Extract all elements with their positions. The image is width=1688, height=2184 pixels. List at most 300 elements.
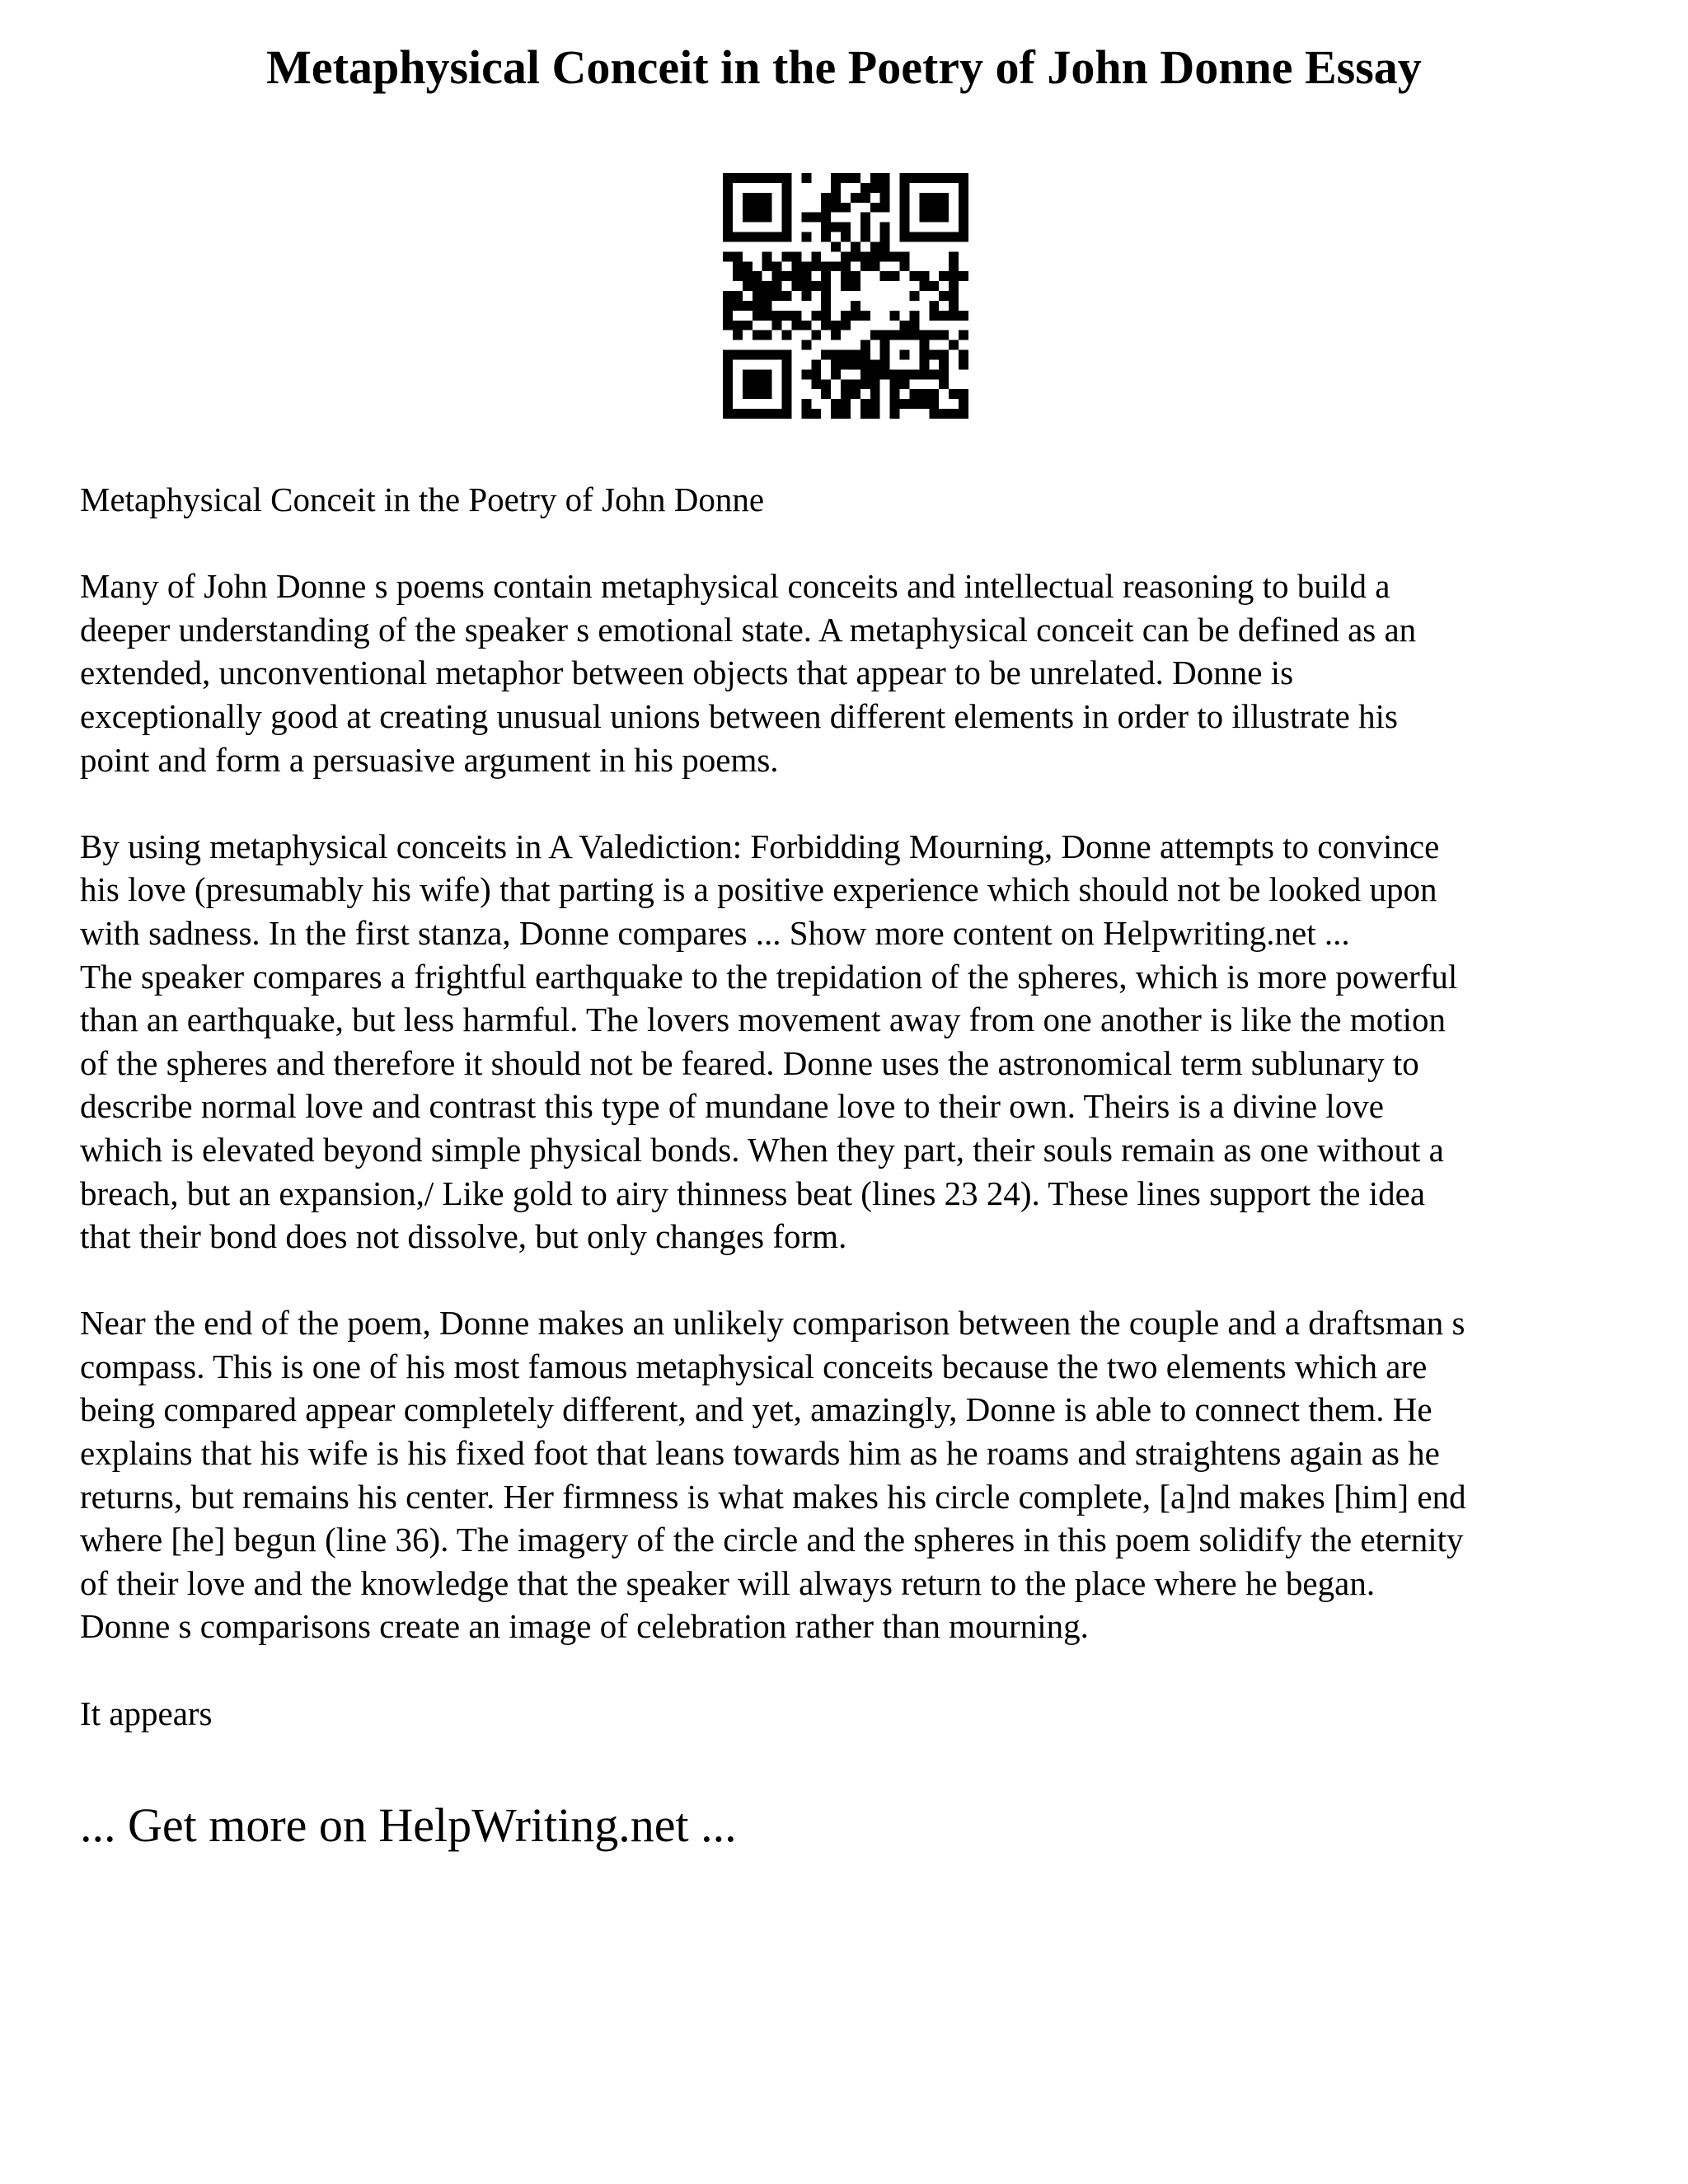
- qr-module: [870, 389, 880, 399]
- qr-module: [959, 350, 968, 360]
- qr-module: [831, 193, 841, 203]
- qr-module: [743, 350, 753, 360]
- qr-module: [880, 369, 890, 379]
- qr-module: [723, 213, 733, 223]
- qr-module: [782, 203, 792, 213]
- qr-module: [841, 350, 851, 360]
- qr-module: [831, 203, 841, 213]
- qr-module: [919, 193, 929, 203]
- qr-module: [801, 261, 811, 271]
- qr-module: [939, 271, 949, 281]
- qr-module: [919, 281, 929, 291]
- qr-module: [959, 311, 968, 321]
- qr-module: [900, 203, 910, 213]
- qr-module: [860, 369, 870, 379]
- qr-module: [841, 232, 851, 242]
- qr-module: [870, 409, 880, 419]
- qr-module: [939, 232, 949, 242]
- qr-module: [860, 251, 870, 261]
- qr-module: [841, 399, 851, 409]
- qr-module: [959, 330, 968, 340]
- qr-code-icon: [723, 173, 968, 419]
- qr-module: [870, 399, 880, 409]
- qr-module: [723, 399, 733, 409]
- qr-module: [733, 251, 743, 261]
- qr-module: [782, 291, 792, 301]
- qr-module: [811, 213, 821, 223]
- qr-module: [900, 173, 910, 183]
- qr-module: [909, 173, 919, 183]
- qr-module: [743, 301, 753, 311]
- qr-module: [723, 193, 733, 203]
- qr-module: [929, 389, 939, 399]
- qr-module: [831, 409, 841, 419]
- qr-module: [733, 232, 743, 242]
- qr-module: [821, 203, 831, 213]
- get-more-link[interactable]: ... Get more on HelpWriting.net ...: [80, 1798, 737, 1852]
- qr-module: [762, 379, 772, 389]
- qr-module: [772, 409, 782, 419]
- qr-module: [880, 359, 890, 369]
- qr-module: [890, 389, 900, 399]
- qr-module: [851, 379, 860, 389]
- qr-module: [929, 350, 939, 360]
- qr-module: [880, 350, 890, 360]
- qr-module: [939, 369, 949, 379]
- qr-module: [949, 409, 959, 419]
- qr-module: [949, 271, 959, 281]
- qr-module: [909, 369, 919, 379]
- qr-module: [929, 409, 939, 419]
- qr-module: [880, 330, 890, 340]
- qr-module: [762, 409, 772, 419]
- qr-module: [929, 399, 939, 409]
- qr-module: [811, 311, 821, 321]
- qr-module: [939, 311, 949, 321]
- qr-module: [723, 311, 733, 321]
- qr-module: [900, 399, 910, 409]
- qr-module: [782, 183, 792, 193]
- qr-module: [831, 330, 841, 340]
- qr-module: [870, 173, 880, 183]
- qr-module: [939, 193, 949, 203]
- qr-module: [929, 281, 939, 291]
- qr-module: [733, 261, 743, 271]
- qr-module: [841, 173, 851, 183]
- qr-module: [959, 173, 968, 183]
- qr-module: [811, 369, 821, 379]
- qr-module: [743, 321, 753, 330]
- qr-module: [919, 359, 929, 369]
- qr-module: [743, 409, 753, 419]
- qr-module: [762, 350, 772, 360]
- qr-module: [860, 232, 870, 242]
- qr-module: [762, 251, 772, 261]
- qr-module: [870, 251, 880, 261]
- qr-module: [743, 379, 753, 389]
- essay-paragraph-1: Many of John Donne s poems contain metaphysical conceits and intellectual reasoning to build a deeper understanding of the speaker s emotional state. A metaphysical conceit can be defined as an extended, unconventional metaphor between objects that appear to be unrelated. Donne is exceptionally good at creating unusual unions between different elements in order to illustrate his point and form a persuasive argument in his poems.: [80, 567, 1417, 779]
- qr-module: [762, 301, 772, 311]
- qr-module: [753, 271, 762, 281]
- qr-module: [880, 340, 890, 350]
- qr-module: [959, 213, 968, 223]
- qr-module: [929, 330, 939, 340]
- qr-module: [733, 350, 743, 360]
- qr-module: [880, 271, 890, 281]
- qr-module: [919, 350, 929, 360]
- qr-module: [801, 409, 811, 419]
- qr-module: [880, 203, 890, 213]
- qr-module: [851, 359, 860, 369]
- qr-module: [733, 409, 743, 419]
- document-title: Metaphysical Conceit in the Poetry of John Donne Essay: [266, 40, 1422, 94]
- qr-module: [929, 203, 939, 213]
- qr-module: [851, 251, 860, 261]
- qr-module: [929, 301, 939, 311]
- qr-module: [753, 173, 762, 183]
- qr-module: [959, 271, 968, 281]
- qr-module: [959, 359, 968, 369]
- qr-module: [919, 271, 929, 281]
- qr-module: [870, 183, 880, 193]
- qr-module: [909, 311, 919, 321]
- qr-module: [949, 261, 959, 271]
- qr-module: [762, 203, 772, 213]
- qr-module: [831, 350, 841, 360]
- qr-module: [949, 291, 959, 301]
- qr-module: [733, 330, 743, 340]
- essay-paragraph-2: By using metaphysical conceits in A Valediction: Forbidding Mourning, Donne attempts to convince his love (presumably his wife) that parting is a positive experience which should not be looked upon with sadness. In the first stanza, Donne compares ... Show more content on Helpwriting.net ...: [80, 827, 1440, 952]
- qr-module: [811, 330, 821, 340]
- qr-module: [723, 389, 733, 399]
- qr-module: [782, 389, 792, 399]
- qr-module: [919, 203, 929, 213]
- qr-module: [762, 311, 772, 321]
- qr-module: [772, 311, 782, 321]
- qr-module: [900, 183, 910, 193]
- qr-module: [919, 340, 929, 350]
- qr-module: [929, 173, 939, 183]
- qr-module: [723, 223, 733, 232]
- qr-module: [851, 193, 860, 203]
- qr-module: [909, 399, 919, 409]
- qr-module: [959, 232, 968, 242]
- qr-module: [860, 399, 870, 409]
- qr-module: [743, 281, 753, 291]
- qr-module: [801, 321, 811, 330]
- qr-module: [743, 193, 753, 203]
- qr-module: [841, 321, 851, 330]
- qr-module: [821, 281, 831, 291]
- qr-module: [821, 321, 831, 330]
- qr-module: [753, 193, 762, 203]
- qr-module: [860, 340, 870, 350]
- qr-module: [723, 203, 733, 213]
- qr-module: [811, 409, 821, 419]
- qr-module: [821, 311, 831, 321]
- qr-module: [821, 389, 831, 399]
- qr-module: [870, 203, 880, 213]
- qr-module: [841, 261, 851, 271]
- qr-module: [939, 203, 949, 213]
- qr-module: [782, 359, 792, 369]
- qr-module: [890, 399, 900, 409]
- qr-module: [772, 261, 782, 271]
- qr-module: [821, 261, 831, 271]
- qr-module: [772, 350, 782, 360]
- qr-module: [762, 261, 772, 271]
- qr-module: [723, 183, 733, 193]
- qr-module: [743, 232, 753, 242]
- qr-module: [880, 173, 890, 183]
- qr-module: [831, 359, 841, 369]
- essay-paragraph-4: Near the end of the poem, Donne makes an unlikely comparison between the couple and a draftsman s compass. This is one of his most famous metaphysical conceits because the two elements which are being compared appear completely different, and yet, amazingly, Donne is able to connect them. He explains that his wife is his fixed foot that leans towards him as he roams and straightens again as he returns, but remains his center. Her firmness is what makes his circle complete, [a]nd makes [him] end where [he] begun (line 36). The imagery of the circle and the spheres in this poem solidify the eternity of their love and the knowledge that the speaker will always return to the place where he began. Donne s comparisons create an image of celebration rather than mourning.: [80, 1304, 1466, 1646]
- qr-module: [782, 173, 792, 183]
- qr-module: [841, 281, 851, 291]
- qr-module: [909, 321, 919, 330]
- qr-module: [743, 213, 753, 223]
- qr-module: [791, 321, 801, 330]
- qr-module: [919, 173, 929, 183]
- qr-module: [851, 281, 860, 291]
- qr-module: [762, 291, 772, 301]
- qr-module: [762, 389, 772, 399]
- qr-module: [762, 193, 772, 203]
- qr-module: [743, 369, 753, 379]
- qr-module: [791, 271, 801, 281]
- qr-module: [900, 193, 910, 203]
- qr-module: [831, 399, 841, 409]
- qr-module: [772, 271, 782, 281]
- qr-module: [772, 173, 782, 183]
- qr-module: [880, 183, 890, 193]
- qr-module: [753, 389, 762, 399]
- qr-module: [939, 350, 949, 360]
- qr-module: [782, 350, 792, 360]
- qr-module: [723, 173, 733, 183]
- qr-module: [851, 311, 860, 321]
- qr-module: [782, 232, 792, 242]
- qr-module: [851, 173, 860, 183]
- qr-module: [939, 291, 949, 301]
- qr-module: [743, 389, 753, 399]
- qr-module: [801, 399, 811, 409]
- qr-module: [841, 203, 851, 213]
- qr-module: [821, 223, 831, 232]
- qr-module: [762, 330, 772, 340]
- qr-module: [801, 173, 811, 183]
- qr-module: [909, 330, 919, 340]
- qr-module: [723, 359, 733, 369]
- qr-module: [959, 193, 968, 203]
- qr-module: [900, 232, 910, 242]
- qr-module: [791, 281, 801, 291]
- qr-module: [929, 311, 939, 321]
- qr-module: [851, 350, 860, 360]
- qr-module: [870, 261, 880, 271]
- qr-module: [831, 241, 841, 251]
- qr-module: [831, 321, 841, 330]
- qr-module: [723, 350, 733, 360]
- qr-module: [762, 281, 772, 291]
- qr-module: [811, 281, 821, 291]
- qr-module: [949, 311, 959, 321]
- qr-module: [900, 223, 910, 232]
- qr-module: [860, 193, 870, 203]
- qr-module: [880, 232, 890, 242]
- qr-module: [782, 213, 792, 223]
- qr-module: [959, 389, 968, 399]
- qr-module: [733, 321, 743, 330]
- qr-module: [831, 183, 841, 193]
- qr-module: [762, 213, 772, 223]
- qr-module: [753, 409, 762, 419]
- qr-module: [723, 291, 733, 301]
- qr-module: [939, 379, 949, 389]
- qr-module: [860, 183, 870, 193]
- qr-module: [753, 213, 762, 223]
- qr-module: [743, 271, 753, 281]
- qr-module: [890, 251, 900, 261]
- qr-module: [900, 379, 910, 389]
- qr-module: [890, 369, 900, 379]
- qr-module: [860, 409, 870, 419]
- qr-module: [782, 399, 792, 409]
- qr-module: [772, 291, 782, 301]
- qr-module: [929, 232, 939, 242]
- qr-module: [772, 321, 782, 330]
- qr-module: [900, 369, 910, 379]
- qr-module: [821, 213, 831, 223]
- qr-module: [723, 409, 733, 419]
- essay-body: [80, 478, 1629, 1779]
- qr-module: [801, 369, 811, 379]
- qr-module: [880, 251, 890, 261]
- qr-module: [821, 350, 831, 360]
- qr-module: [723, 232, 733, 242]
- qr-module: [723, 301, 733, 311]
- qr-module: [959, 183, 968, 193]
- qr-module: [753, 369, 762, 379]
- qr-module: [782, 330, 792, 340]
- qr-module: [782, 251, 792, 261]
- qr-module: [939, 409, 949, 419]
- qr-module: [919, 213, 929, 223]
- qr-module: [949, 232, 959, 242]
- qr-module: [733, 271, 743, 281]
- qr-module: [949, 389, 959, 399]
- qr-module: [919, 330, 929, 340]
- qr-module: [811, 359, 821, 369]
- qr-module: [791, 251, 801, 261]
- qr-module: [929, 193, 939, 203]
- qr-module: [929, 213, 939, 223]
- qr-module: [860, 311, 870, 321]
- qr-module: [821, 193, 831, 203]
- qr-module: [949, 340, 959, 350]
- qr-module: [860, 379, 870, 389]
- qr-module: [801, 271, 811, 281]
- qr-module: [762, 173, 772, 183]
- qr-module: [959, 203, 968, 213]
- qr-module: [860, 359, 870, 369]
- qr-module: [841, 389, 851, 399]
- qr-module: [841, 379, 851, 389]
- qr-module: [870, 379, 880, 389]
- qr-module: [860, 350, 870, 360]
- qr-module: [782, 193, 792, 203]
- qr-module: [890, 409, 900, 419]
- qr-module: [939, 213, 949, 223]
- qr-module: [753, 232, 762, 242]
- qr-module: [919, 369, 929, 379]
- qr-module: [831, 223, 841, 232]
- qr-module: [919, 399, 929, 409]
- qr-module: [753, 311, 762, 321]
- qr-module: [890, 271, 900, 281]
- qr-module: [900, 213, 910, 223]
- qr-module: [753, 379, 762, 389]
- qr-module: [801, 291, 811, 301]
- qr-module: [782, 409, 792, 419]
- qr-module: [762, 232, 772, 242]
- qr-module: [791, 311, 801, 321]
- qr-module: [851, 389, 860, 399]
- qr-module: [841, 359, 851, 369]
- qr-module: [723, 251, 733, 261]
- qr-module: [870, 241, 880, 251]
- qr-module: [772, 232, 782, 242]
- qr-module: [900, 330, 910, 340]
- qr-module: [890, 379, 900, 389]
- qr-module: [949, 281, 959, 291]
- qr-module: [733, 301, 743, 311]
- qr-module: [821, 232, 831, 242]
- qr-module: [870, 359, 880, 369]
- qr-module: [841, 271, 851, 281]
- qr-module: [841, 223, 851, 232]
- qr-module: [880, 193, 890, 203]
- qr-module: [939, 330, 949, 340]
- qr-module: [831, 261, 841, 271]
- qr-module: [782, 379, 792, 389]
- qr-module: [890, 311, 900, 321]
- qr-module: [733, 291, 743, 301]
- qr-module: [782, 271, 792, 281]
- qr-module: [831, 369, 841, 379]
- qr-module: [782, 369, 792, 379]
- qr-module: [782, 311, 792, 321]
- qr-module: [939, 173, 949, 183]
- qr-module: [851, 241, 860, 251]
- qr-module: [831, 173, 841, 183]
- qr-module: [851, 301, 860, 311]
- qr-module: [919, 389, 929, 399]
- qr-module: [801, 232, 811, 242]
- qr-module: [801, 281, 811, 291]
- qr-module: [791, 261, 801, 271]
- qr-module: [929, 369, 939, 379]
- qr-module: [801, 340, 811, 350]
- essay-paragraph-5: It appears: [80, 1694, 213, 1732]
- qr-module: [851, 271, 860, 281]
- qr-module: [821, 291, 831, 301]
- qr-module: [959, 223, 968, 232]
- qr-module: [801, 213, 811, 223]
- qr-module: [959, 399, 968, 409]
- qr-module: [743, 203, 753, 213]
- qr-module: [743, 173, 753, 183]
